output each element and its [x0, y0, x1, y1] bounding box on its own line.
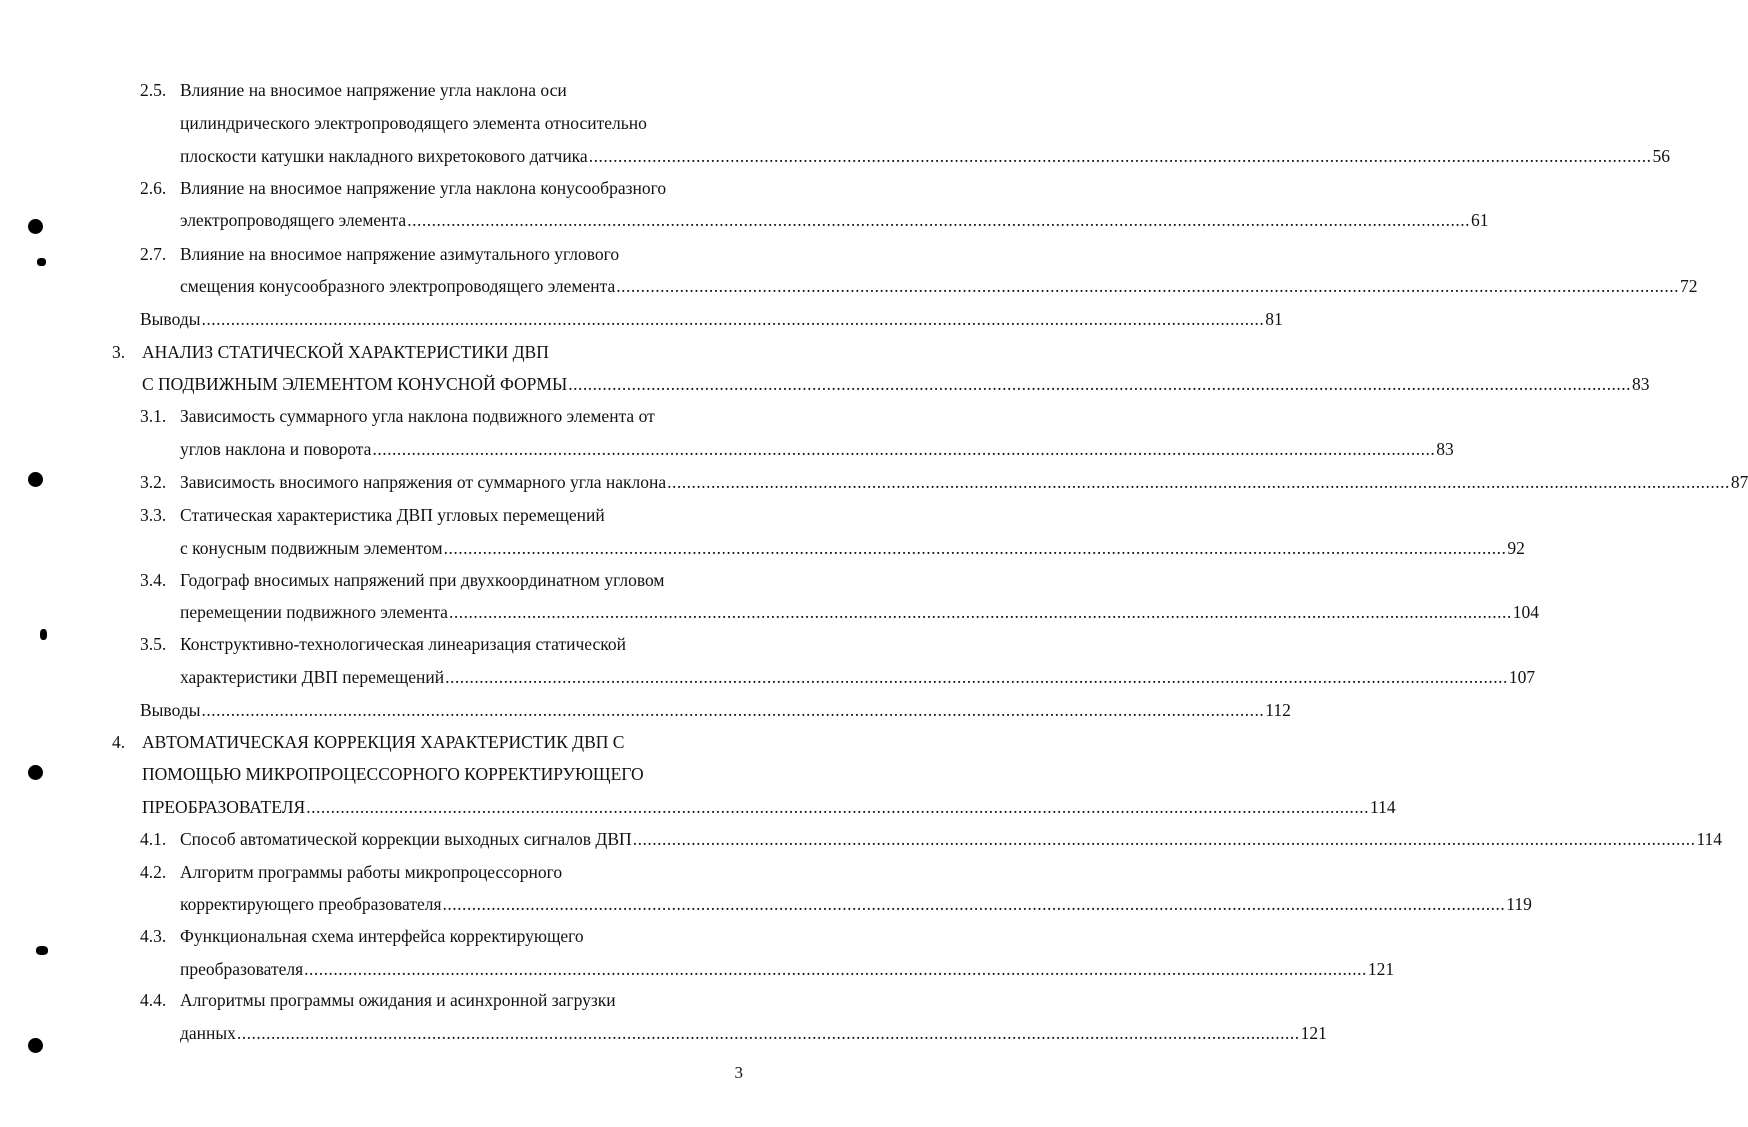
toc-entry-leader [180, 958, 1395, 980]
toc-page-number: 72 [1680, 276, 1698, 296]
toc-entry-leader [180, 209, 1489, 231]
toc-entry-line: Алгоритмы программы ожидания и асинхронной загрузки [180, 990, 616, 1010]
toc-page-number: 114 [1369, 797, 1396, 817]
toc-entry-line: Статическая характеристика ДВП угловых перемещений [180, 505, 605, 525]
toc-page-number: 121 [1300, 1023, 1327, 1043]
toc-entry-line: данных [180, 1023, 236, 1043]
toc-chapter-number: 3. [112, 342, 126, 362]
toc-entry-leader [180, 537, 1525, 559]
dot-leader: .......................................................................................................................................................................................................................... [442, 894, 1506, 914]
toc-entry-number: 2.5. [140, 80, 167, 100]
toc-page-number: 61 [1470, 210, 1489, 230]
toc-entry-line: Конструктивно-технологическая линеаризация статической [180, 634, 626, 654]
binder-hole [28, 1038, 43, 1053]
toc-entry-number: 3.4. [140, 570, 167, 590]
toc-page-number: 119 [1506, 894, 1532, 914]
dot-leader: .......................................................................................................................................................................................................................... [443, 538, 1507, 558]
dot-leader: .......................................................................................................................................................................................................................... [667, 472, 1730, 492]
toc-entry-line: смещения конусообразного электропроводящего элемента [180, 276, 616, 296]
toc-page-number: 56 [1652, 146, 1670, 166]
toc-entry-line: углов наклона и поворота [180, 439, 372, 459]
toc-entry-line: Влияние на вносимое напряжение угла наклона оси [180, 80, 567, 100]
toc-entry-leader [180, 828, 1723, 850]
toc-page-number: 83 [1632, 374, 1650, 394]
toc-entry-line: преобразователя [180, 959, 304, 979]
toc-entry-leader [140, 699, 1291, 721]
dot-leader: .......................................................................................................................................................................................................................... [201, 700, 1265, 720]
dot-leader: .......................................................................................................................................................................................................................... [588, 146, 1652, 166]
toc-entry-line: плоскости катушки накладного вихретокового датчика [180, 146, 588, 166]
toc-chapter-line: ПРЕОБРАЗОВАТЕЛЯ [142, 797, 306, 817]
toc-page-number: 112 [1265, 700, 1291, 720]
toc-chapter-line: АНАЛИЗ СТАТИЧЕСКОЙ ХАРАКТЕРИСТИКИ ДВП [142, 342, 549, 362]
toc-chapter-line: АВТОМАТИЧЕСКАЯ КОРРЕКЦИЯ ХАРАКТЕРИСТИК ДВП С [142, 732, 625, 752]
toc-entry-line: Выводы [140, 700, 201, 720]
toc-page-number: 104 [1512, 602, 1539, 622]
toc-entry-leader [180, 471, 1748, 493]
toc-chapter-line: С ПОДВИЖНЫМ ЭЛЕМЕНТОМ КОНУСНОЙ ФОРМЫ [142, 374, 568, 394]
scan-speck [37, 258, 46, 266]
toc-entry-line: Годограф вносимых напряжений при двухкоординатном угловом [180, 570, 665, 590]
dot-leader: .......................................................................................................................................................................................................................... [568, 374, 1631, 394]
toc-entry-number: 4.3. [140, 926, 167, 946]
toc-entry-leader [180, 438, 1454, 460]
toc-entry-number: 2.7. [140, 244, 167, 264]
toc-entry-number: 3.2. [140, 472, 167, 492]
toc-entry-line: корректирующего преобразователя [180, 894, 442, 914]
scan-speck [36, 946, 48, 955]
dot-leader: .......................................................................................................................................................................................................................... [306, 797, 1369, 817]
toc-entry-number: 3.3. [140, 505, 167, 525]
toc-page-number: 121 [1367, 959, 1395, 979]
toc-entry-number: 4.1. [140, 829, 167, 849]
toc-entry-line: Способ автоматической коррекции выходных сигналов ДВП [180, 829, 632, 849]
toc-entry-number: 3.5. [140, 634, 167, 654]
binder-hole [28, 472, 43, 487]
toc-entry-line: с конусным подвижным элементом [180, 538, 443, 558]
toc-page-number: 114 [1696, 829, 1723, 849]
toc-page-number: 81 [1265, 309, 1283, 329]
toc-chapter-number: 4. [112, 732, 126, 752]
toc-entry-leader [180, 275, 1698, 297]
page-number: 3 [734, 1063, 743, 1082]
dot-leader: .......................................................................................................................................................................................................................... [445, 667, 1508, 687]
toc-chapter-line: ПОМОЩЬЮ МИКРОПРОЦЕССОРНОГО КОРРЕКТИРУЮЩЕГО [142, 764, 644, 784]
toc-entry-number: 4.2. [140, 862, 167, 882]
toc-page-number: 83 [1436, 439, 1454, 459]
toc-entry-line: Зависимость суммарного угла наклона подвижного элемента от [180, 406, 655, 426]
toc-entry-leader [142, 373, 1650, 395]
toc-entry-line: Влияние на вносимое напряжение азимутального углового [180, 244, 620, 264]
scan-speck [40, 629, 47, 640]
toc-entry-line: Алгоритм программы работы микропроцессорного [180, 862, 563, 882]
dot-leader: .......................................................................................................................................................................................................................... [616, 276, 1679, 296]
dot-leader: .......................................................................................................................................................................................................................... [201, 309, 1265, 329]
toc-entry-line: Влияние на вносимое напряжение угла наклона конусообразного [180, 178, 667, 198]
toc-entry-line: перемещении подвижного элемента [180, 602, 448, 622]
toc-entry-line: цилиндрического электропроводящего элемента относительно [180, 113, 647, 133]
toc-entry-line: электропроводящего элемента [180, 210, 407, 230]
toc-entry-line: Зависимость вносимого напряжения от суммарного угла наклона [180, 472, 667, 492]
toc-entry-leader [180, 145, 1670, 167]
toc-page-number: 92 [1507, 538, 1525, 558]
toc-entry-number: 2.6. [140, 178, 167, 198]
binder-hole [28, 765, 43, 780]
toc-entry-leader [180, 601, 1539, 623]
dot-leader: .......................................................................................................................................................................................................................... [372, 439, 1436, 459]
dot-leader: .......................................................................................................................................................................................................................... [632, 829, 1696, 849]
dot-leader: .......................................................................................................................................................................................................................... [236, 1023, 1300, 1043]
toc-entry-line: Выводы [140, 309, 201, 329]
toc-page-number: 107 [1508, 667, 1536, 687]
toc-entry-line: характеристики ДВП перемещений [180, 667, 445, 687]
dot-leader: .......................................................................................................................................................................................................................... [304, 959, 1367, 979]
toc-entry-leader [180, 1022, 1327, 1044]
toc-entry-line: Функциональная схема интерфейса корректирующего [180, 926, 584, 946]
toc-page-number: 87 [1730, 472, 1748, 492]
toc-entry-leader [140, 308, 1283, 330]
binder-hole [28, 219, 43, 234]
toc-entry-leader [142, 796, 1396, 818]
dot-leader: .......................................................................................................................................................................................................................... [448, 602, 1512, 622]
toc-entry-leader [180, 893, 1532, 915]
toc-entry-number: 3.1. [140, 406, 167, 426]
dot-leader: .......................................................................................................................................................................................................................... [407, 210, 1470, 230]
toc-entry-number: 4.4. [140, 990, 167, 1010]
toc-entry-leader [180, 666, 1536, 688]
